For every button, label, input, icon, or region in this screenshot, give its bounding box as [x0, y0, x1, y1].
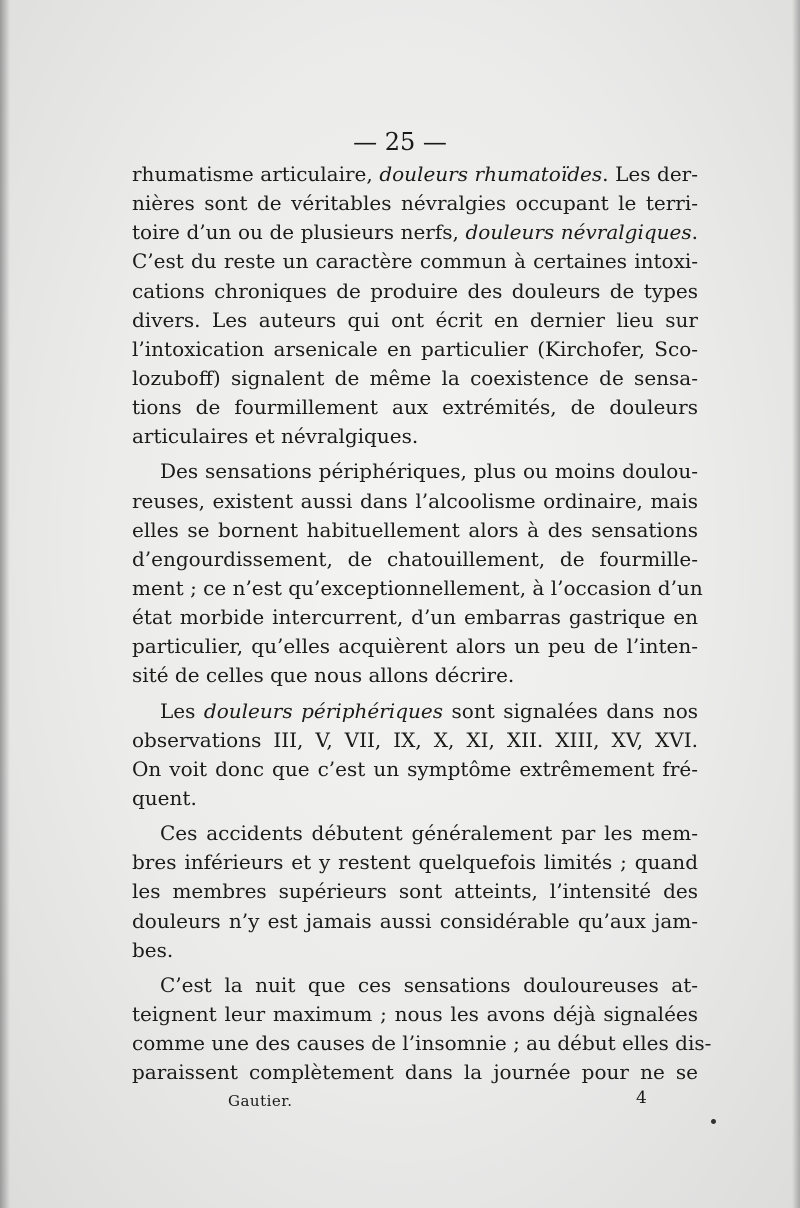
body-text: [132, 160, 712, 1087]
text-span: quent.: [132, 785, 197, 810]
text-span: reuses, existent aussi dans l’alcoolisme ordinaire, mais: [132, 488, 698, 513]
text-line: [132, 218, 698, 247]
text-line: [132, 516, 698, 545]
text-span: .: [691, 220, 698, 245]
text-span: ment ; ce n’est qu’exceptionnellement, à l’occasion d’un: [132, 575, 703, 600]
text-span: observations III, V, VII, IX, X, XI, XII. XIII, XV, XVI.: [132, 727, 698, 752]
text-line: [132, 936, 698, 965]
text-line: [132, 877, 698, 906]
text-line: [132, 160, 698, 189]
text-line: [132, 784, 698, 813]
text-line: [132, 726, 698, 755]
text-line: [132, 457, 698, 486]
text-line: [132, 755, 698, 784]
text-line: [132, 1000, 698, 1029]
text-line: [132, 661, 698, 690]
text-line: [132, 848, 698, 877]
text-line: [132, 422, 698, 451]
text-span: particulier, qu’elles acquièrent alors un peu de l’inten-: [132, 634, 698, 659]
text-span: C’est la nuit que ces sensations douloureuses at-: [160, 972, 698, 997]
text-span: C’est du reste un caractère commun à certaines intoxi-: [132, 249, 698, 274]
text-span: rhumatisme articulaire,: [132, 162, 380, 186]
text-span: On voit donc que c’est un symptôme extrêmement fré-: [132, 756, 698, 781]
text-line: [132, 603, 698, 632]
text-line: [132, 364, 698, 393]
footer-author: Gautier.: [228, 1092, 293, 1110]
text-span: nières sont de véritables névralgies occupant le terri-: [132, 191, 698, 216]
text-span: elles se bornent habituellement alors à des sensations: [132, 517, 698, 542]
text-line: [132, 545, 698, 574]
text-span: . Les der-: [602, 162, 698, 186]
italic-text: douleurs rhumatoïdes: [379, 162, 603, 186]
text-span: articulaires et névralgiques.: [132, 424, 419, 449]
text-span: cations chroniques de produire des douleurs de types: [132, 278, 698, 303]
text-line: [132, 1029, 712, 1058]
text-line: [132, 247, 698, 276]
text-line: [132, 574, 703, 603]
text-span: état morbide intercurrent, d’un embarras gastrique en: [132, 605, 698, 630]
text-line: [132, 907, 698, 936]
italic-text: douleurs périphériques: [203, 698, 443, 723]
text-span: les membres supérieurs sont atteints, l’intensité des: [132, 879, 698, 904]
text-span: toire d’un ou de plusieurs nerfs,: [132, 220, 466, 245]
text-line: [132, 277, 698, 306]
text-span: bes.: [132, 937, 174, 962]
page-number: — 25 —: [353, 128, 447, 156]
text-span: lozuboff) signalent de même la coexistence de sensa-: [132, 365, 698, 390]
text-line: [132, 1058, 698, 1087]
text-span: Les: [160, 698, 204, 723]
text-span: paraissent complètement dans la journée pour ne se: [132, 1060, 698, 1085]
text-span: tions de fourmillement aux extrémités, de douleurs: [132, 395, 698, 420]
text-span: Des sensations périphériques, plus ou moins doulou-: [160, 459, 698, 484]
text-span: sont signalées dans nos: [442, 698, 699, 723]
text-span: divers. Les auteurs qui ont écrit en dernier lieu sur: [132, 307, 698, 332]
ink-spot: [711, 1119, 716, 1124]
signature-mark: 4: [636, 1088, 647, 1108]
text-line: [132, 971, 698, 1000]
text-span: teignent leur maximum ; nous les avons déjà signalées: [132, 1001, 698, 1026]
text-span: comme une des causes de l’insomnie ; au début elles dis-: [132, 1031, 712, 1056]
text-span: d’engourdissement, de chatouillement, de fourmille-: [132, 546, 698, 571]
text-line: [132, 393, 698, 422]
text-line: [132, 487, 698, 516]
text-span: Ces accidents débutent généralement par les mem-: [160, 821, 698, 846]
text-span: l’intoxication arsenicale en particulier (Kirchofer, Sco-: [132, 336, 698, 361]
scan-shadow-right: [792, 0, 800, 1208]
text-line: [132, 335, 698, 364]
text-span: bres inférieurs et y restent quelquefois limités ; quand: [132, 850, 698, 875]
text-line: [132, 819, 698, 848]
text-line: [132, 697, 698, 726]
text-span: sité de celles que nous allons décrire.: [132, 663, 515, 688]
text-line: [132, 189, 698, 218]
text-line: [132, 306, 698, 335]
text-span: douleurs n’y est jamais aussi considérable qu’aux jam-: [132, 908, 698, 933]
scan-shadow-left: [0, 0, 10, 1208]
text-line: [132, 632, 698, 661]
italic-text: douleurs névralgiques: [465, 220, 692, 245]
